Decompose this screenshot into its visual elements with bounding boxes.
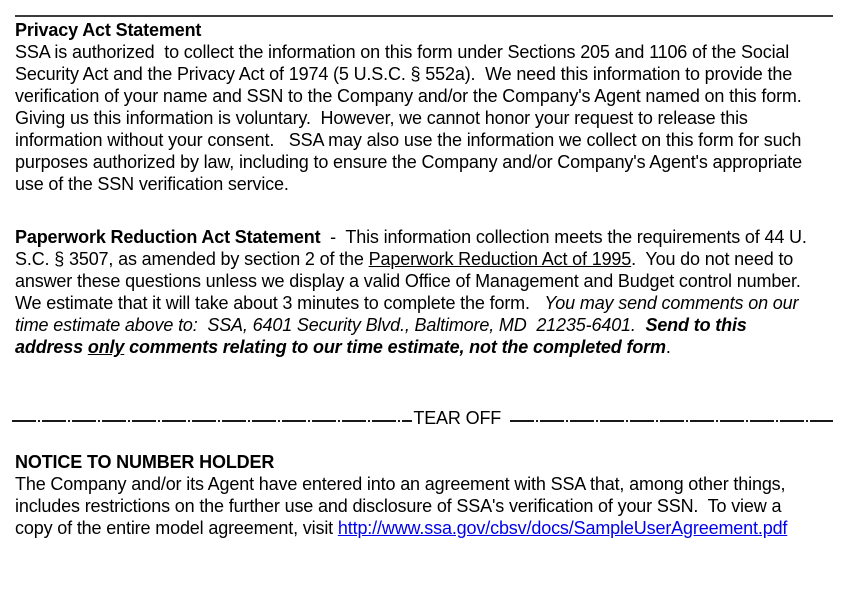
- text-line: [15, 473, 833, 495]
- text-run: purposes authorized by law, including to ensure the Company and/or Company's Agent's appropriate: [15, 152, 802, 172]
- agreement-link-url[interactable]: http://www.ssa.gov/cbsv/docs/SampleUserAgreement.pdf: [337, 518, 788, 538]
- text-run: S.C. § 3507, as amended by section 2 of the: [15, 249, 369, 269]
- text-line: [15, 173, 833, 195]
- text-run: comments relating to our time estimate, not the completed form: [124, 337, 666, 357]
- text-run: Paperwork Reduction Act of 1995: [368, 249, 632, 269]
- paperwork-reduction-section: [15, 226, 833, 358]
- text-run: verification of your name and SSN to the Company and/or the Company's Agent named on this form.: [15, 86, 802, 106]
- privacy-act-heading: Privacy Act Statement: [15, 20, 202, 40]
- text-line: [15, 336, 833, 358]
- text-run: information without your consent. SSA may also use the information we collect on this form for such: [15, 130, 802, 150]
- notice-paragraph: [15, 473, 833, 539]
- privacy-act-paragraph: [15, 41, 833, 195]
- text-run: copy of the entire model agreement, visit: [15, 518, 338, 538]
- text-line: [15, 226, 833, 248]
- tear-off-dashes-left: [12, 420, 412, 422]
- text-run: address: [15, 337, 88, 357]
- tear-off-label: TEAR OFF: [413, 408, 502, 428]
- text-run: Send to this: [645, 315, 747, 335]
- text-line: [15, 517, 833, 539]
- text-line: [15, 248, 833, 270]
- text-line: [15, 107, 833, 129]
- text-run: use of the SSN verification service.: [15, 174, 289, 194]
- text-run: The Company and/or its Agent have entered into an agreement with SSA that, among other things,: [15, 474, 786, 494]
- text-run: time estimate above to: SSA, 6401 Security Blvd., Baltimore, MD 21235-6401.: [15, 315, 636, 335]
- text-run: .: [665, 337, 671, 357]
- tear-off-row: [12, 407, 833, 429]
- text-run: Giving us this information is voluntary. However, we cannot honor your request to release this: [15, 108, 748, 128]
- text-line: [15, 292, 833, 314]
- text-run: answer these questions unless we display a valid Office of Management and Budget control number.: [15, 271, 801, 291]
- text-line: [15, 495, 833, 517]
- text-line: [15, 85, 833, 107]
- text-line: [15, 41, 833, 63]
- tear-off-dashes-right: [510, 420, 833, 422]
- notice-section: [15, 451, 833, 539]
- text-run: We estimate that it will take about 3 minutes to complete the form.: [15, 293, 545, 313]
- text-line: [15, 270, 833, 292]
- text-line: [15, 129, 833, 151]
- text-run: [636, 315, 646, 335]
- text-run: Security Act and the Privacy Act of 1974 (5 U.S.C. § 552a). We need this information to provide the: [15, 64, 793, 84]
- paperwork-reduction-paragraph: [15, 226, 833, 358]
- text-line: [15, 151, 833, 173]
- text-run: Paperwork Reduction Act Statement: [15, 227, 321, 247]
- text-run: . You do not need to: [631, 249, 794, 269]
- text-line: [15, 63, 833, 85]
- notice-heading: NOTICE TO NUMBER HOLDER: [15, 452, 275, 472]
- document-page: [0, 15, 863, 539]
- text-line: [15, 314, 833, 336]
- text-run: SSA is authorized to collect the information on this form under Sections 205 and 1106 of the Social: [15, 42, 790, 62]
- top-rule: [15, 15, 833, 17]
- text-run: includes restrictions on the further use and disclosure of SSA's verification of your SSN. To view a: [15, 496, 782, 516]
- text-run: only: [87, 337, 125, 357]
- text-run: You may send comments on our: [544, 293, 799, 313]
- privacy-act-section: [15, 19, 833, 195]
- text-run: - This information collection meets the requirements of 44 U.: [320, 227, 807, 247]
